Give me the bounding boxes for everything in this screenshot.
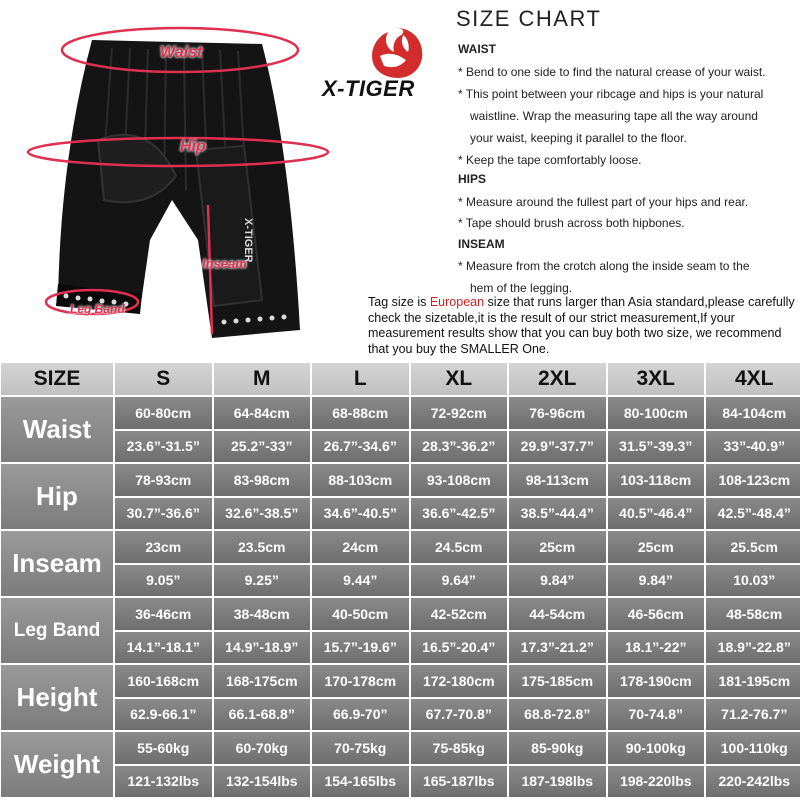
guide-line: waistline. Wrap the measuring tape all the way around (470, 109, 758, 123)
hip-metric-value: 78-93cm (114, 463, 213, 497)
sizing-note (368, 295, 798, 357)
height-imperial-value: 71.2-76.7” (705, 698, 800, 732)
leg-band-imperial-value: 15.7”-19.6” (311, 631, 410, 665)
waist-metric-value: 80-100cm (607, 396, 706, 430)
guide-heading-inseam: INSEAM (458, 237, 505, 251)
waist-metric-value: 60-80cm (114, 396, 213, 430)
size-header-4xl: 4XL (705, 362, 800, 396)
waist-metric-value: 68-88cm (311, 396, 410, 430)
row-label-waist: Waist (0, 396, 114, 463)
hip-label: Hip (180, 138, 206, 155)
height-imperial-value: 66.1-68.8” (213, 698, 312, 732)
weight-metric-value: 90-100kg (607, 731, 706, 765)
hip-metric-value: 108-123cm (705, 463, 800, 497)
waist-imperial-value: 33”-40.9” (705, 430, 800, 464)
weight-metric-value: 55-60kg (114, 731, 213, 765)
leg-band-metric-value: 46-56cm (607, 597, 706, 631)
size-chart-title: SIZE CHART (456, 6, 602, 31)
height-imperial-value: 62.9-66.1” (114, 698, 213, 732)
waist-metric-value: 76-96cm (508, 396, 607, 430)
weight-metric-value: 60-70kg (213, 731, 312, 765)
hip-imperial-value: 30.7”-36.6” (114, 497, 213, 531)
size-header-2xl: 2XL (508, 362, 607, 396)
inseam-metric-value: 25cm (607, 530, 706, 564)
weight-metric-value: 85-90kg (508, 731, 607, 765)
table-corner-header: SIZE (0, 362, 114, 396)
note-text-after: size that runs larger than Asia standard,please carefully check the sizetable,it is the result of our strict measurement,If your measurement results show that you can buy both two size, we recommend that you buy the SMALLER One. (368, 295, 795, 356)
inseam-metric-value: 23.5cm (213, 530, 312, 564)
height-metric-value: 160-168cm (114, 664, 213, 698)
guide-heading-hips: HIPS (458, 172, 487, 186)
height-imperial-value: 68.8-72.8” (508, 698, 607, 732)
weight-metric-value: 100-110kg (705, 731, 800, 765)
height-imperial-value: 70-74.8” (607, 698, 706, 732)
waist-imperial-value: 25.2”-33” (213, 430, 312, 464)
waist-imperial-value: 28.3”-36.2” (410, 430, 509, 464)
inseam-imperial-value: 9.44” (311, 564, 410, 598)
guide-line: * This point between your ribcage and hips is your natural (458, 87, 764, 101)
guide-line: * Tape should brush across both hipbones. (458, 216, 685, 230)
product-illustration (0, 0, 360, 360)
guide-line: * Measure around the fullest part of your hips and rear. (458, 195, 749, 209)
weight-imperial-value: 132-154lbs (213, 765, 312, 799)
weight-imperial-value: 121-132lbs (114, 765, 213, 799)
hip-imperial-value: 36.6”-42.5” (410, 497, 509, 531)
size-header-l: L (311, 362, 410, 396)
inseam-imperial-value: 9.64” (410, 564, 509, 598)
waist-imperial-value: 29.9”-37.7” (508, 430, 607, 464)
height-metric-value: 172-180cm (410, 664, 509, 698)
guide-line: hem of the legging. (470, 281, 573, 295)
leg-band-metric-value: 44-54cm (508, 597, 607, 631)
leg-band-metric-value: 40-50cm (311, 597, 410, 631)
weight-metric-value: 70-75kg (311, 731, 410, 765)
height-imperial-value: 66.9-70” (311, 698, 410, 732)
row-label-weight: Weight (0, 731, 114, 798)
leg-band-imperial-value: 14.1”-18.1” (114, 631, 213, 665)
hip-metric-value: 98-113cm (508, 463, 607, 497)
leg-band-metric-value: 36-46cm (114, 597, 213, 631)
leg-band-metric-value: 42-52cm (410, 597, 509, 631)
weight-imperial-value: 220-242lbs (705, 765, 800, 799)
weight-imperial-value: 187-198lbs (508, 765, 607, 799)
height-metric-value: 175-185cm (508, 664, 607, 698)
leg-band-imperial-value: 18.9”-22.8” (705, 631, 800, 665)
hip-metric-value: 83-98cm (213, 463, 312, 497)
size-header-m: M (213, 362, 312, 396)
garment-brand-text: X-TIGER (242, 218, 254, 263)
inseam-imperial-value: 9.05” (114, 564, 213, 598)
size-header-s: S (114, 362, 213, 396)
leg-band-imperial-value: 14.9”-18.9” (213, 631, 312, 665)
note-text-before: Tag size is (368, 295, 430, 309)
brand-name: X-TIGER (322, 76, 415, 101)
height-metric-value: 181-195cm (705, 664, 800, 698)
waist-imperial-value: 31.5”-39.3” (607, 430, 706, 464)
inseam-imperial-value: 9.25” (213, 564, 312, 598)
size-table (0, 362, 800, 800)
weight-imperial-value: 154-165lbs (311, 765, 410, 799)
guide-line: your waist, keeping it parallel to the floor. (470, 131, 687, 145)
inseam-metric-value: 25cm (508, 530, 607, 564)
size-header-xl: XL (410, 362, 509, 396)
weight-metric-value: 75-85kg (410, 731, 509, 765)
height-metric-value: 178-190cm (607, 664, 706, 698)
leg-band-metric-value: 48-58cm (705, 597, 800, 631)
waist-metric-value: 72-92cm (410, 396, 509, 430)
leg-band-imperial-value: 18.1”-22” (607, 631, 706, 665)
inseam-imperial-value: 9.84” (508, 564, 607, 598)
waist-imperial-value: 26.7”-34.6” (311, 430, 410, 464)
waist-imperial-value: 23.6”-31.5” (114, 430, 213, 464)
row-label-hip: Hip (0, 463, 114, 530)
waist-metric-value: 84-104cm (705, 396, 800, 430)
hip-imperial-value: 32.6”-38.5” (213, 497, 312, 531)
inseam-metric-value: 24cm (311, 530, 410, 564)
guide-heading-waist: WAIST (458, 42, 496, 56)
guide-line: * Bend to one side to find the natural crease of your waist. (458, 65, 766, 79)
row-label-height: Height (0, 664, 114, 731)
waist-label: Waist (160, 44, 203, 61)
tiger-head-logo-icon (366, 26, 426, 80)
weight-imperial-value: 165-187lbs (410, 765, 509, 799)
hip-imperial-value: 40.5”-46.4” (607, 497, 706, 531)
leg-band-label: Leg Band (70, 302, 125, 316)
hip-metric-value: 93-108cm (410, 463, 509, 497)
height-imperial-value: 67.7-70.8” (410, 698, 509, 732)
size-header-3xl: 3XL (607, 362, 706, 396)
waist-metric-value: 64-84cm (213, 396, 312, 430)
row-label-inseam: Inseam (0, 530, 114, 597)
inseam-imperial-value: 10.03” (705, 564, 800, 598)
hip-metric-value: 103-118cm (607, 463, 706, 497)
leg-band-imperial-value: 16.5”-20.4” (410, 631, 509, 665)
row-label-leg-band: Leg Band (0, 597, 114, 664)
inseam-metric-value: 25.5cm (705, 530, 800, 564)
hip-metric-value: 88-103cm (311, 463, 410, 497)
inseam-metric-value: 24.5cm (410, 530, 509, 564)
guide-line: * Measure from the crotch along the inside seam to the (458, 259, 750, 273)
hip-imperial-value: 38.5”-44.4” (508, 497, 607, 531)
inseam-imperial-value: 9.84” (607, 564, 706, 598)
hip-imperial-value: 42.5”-48.4” (705, 497, 800, 531)
note-highlight: European (429, 295, 485, 309)
leg-band-imperial-value: 17.3”-21.2” (508, 631, 607, 665)
inseam-label: Inseam (202, 256, 247, 271)
hip-imperial-value: 34.6”-40.5” (311, 497, 410, 531)
guide-line: * Keep the tape comfortably loose. (458, 153, 642, 167)
weight-imperial-value: 198-220lbs (607, 765, 706, 799)
height-metric-value: 170-178cm (311, 664, 410, 698)
leg-band-metric-value: 38-48cm (213, 597, 312, 631)
height-metric-value: 168-175cm (213, 664, 312, 698)
inseam-metric-value: 23cm (114, 530, 213, 564)
